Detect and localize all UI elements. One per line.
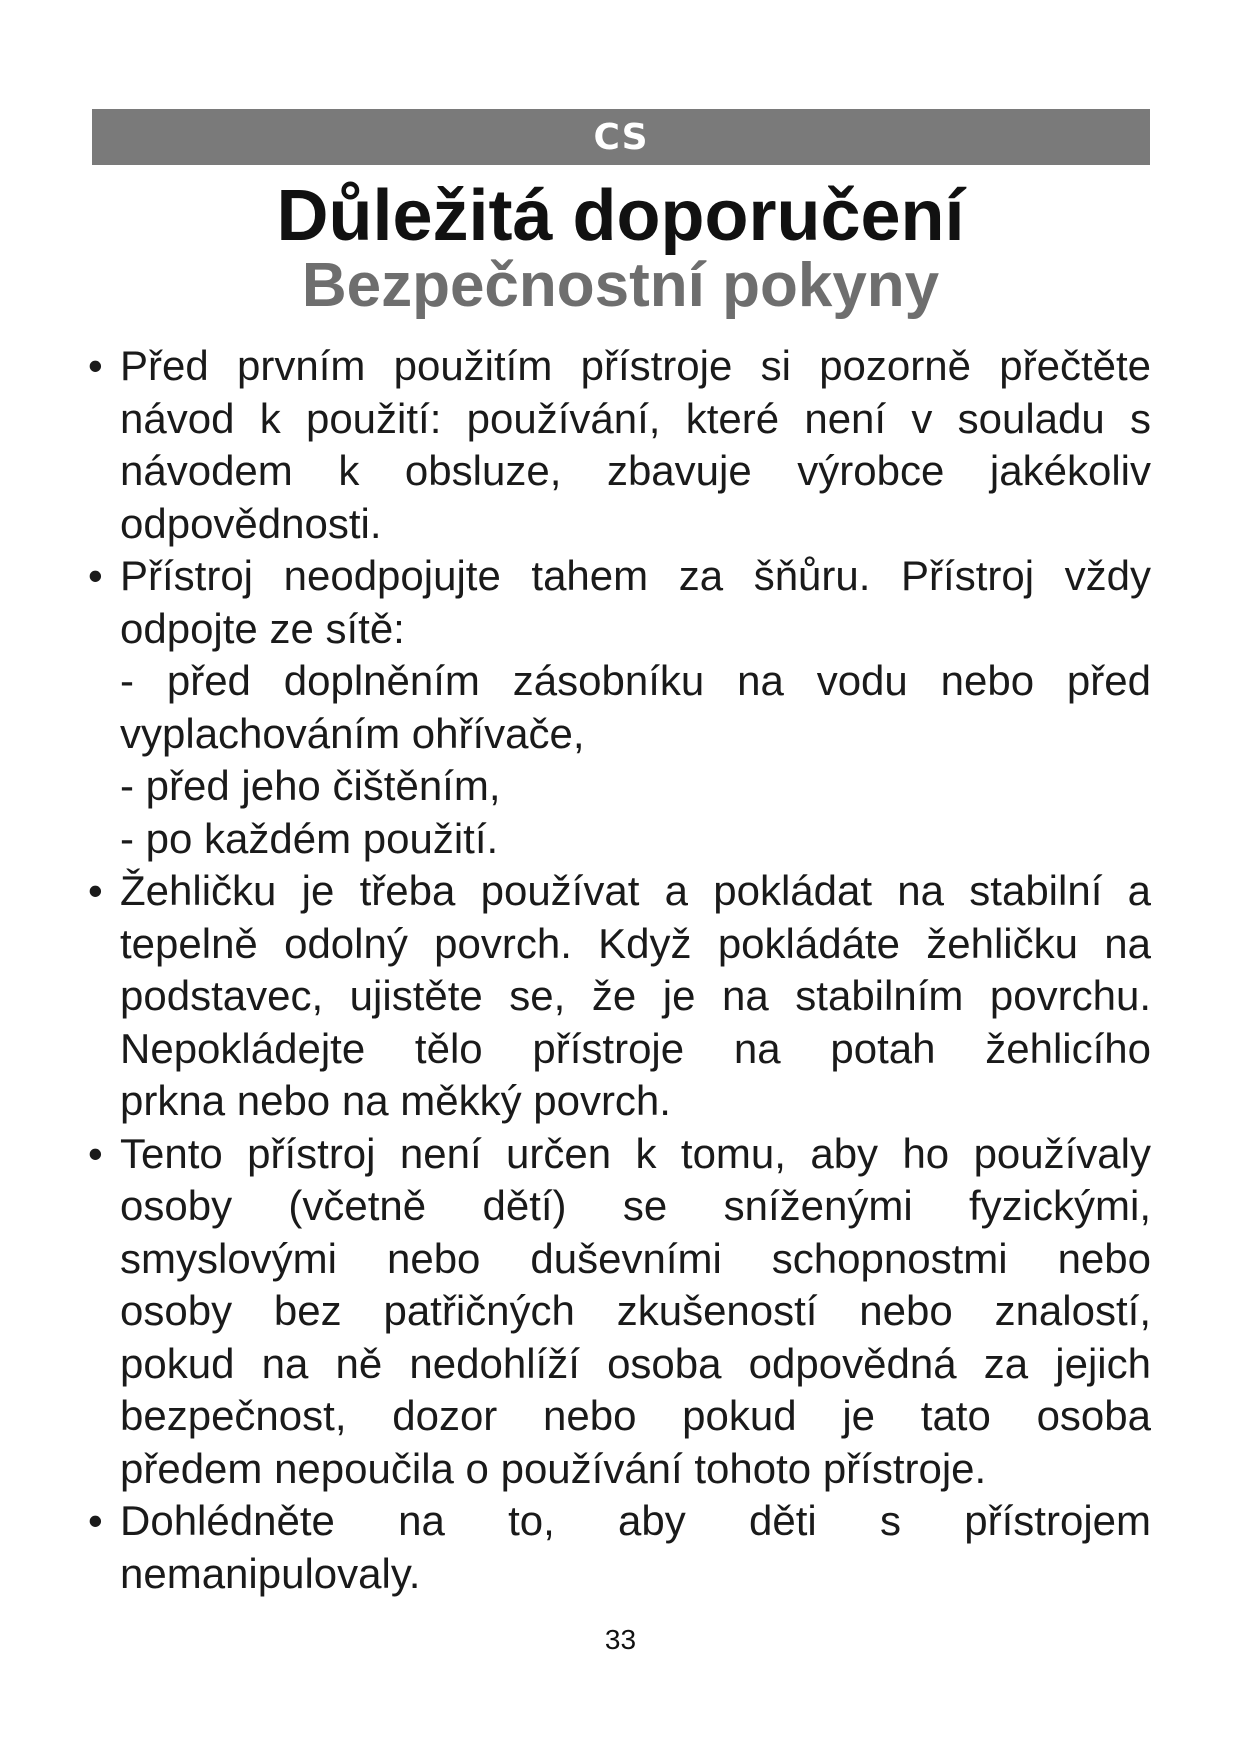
text-line: odpovědnosti. xyxy=(120,499,382,547)
text-line: osoby bez patřičných zkušeností nebo znalostí, xyxy=(120,1287,1151,1334)
page-number: 33 xyxy=(604,1624,637,1655)
text-line: Dohlédněte na to, aby děti s přístrojem xyxy=(120,1497,1151,1544)
safety-instructions-list xyxy=(88,340,1151,1600)
text-line: - před jeho čištěním, xyxy=(120,762,501,809)
text-line: osoby (včetně dětí) se sníženými fyzickými, xyxy=(120,1182,1151,1229)
language-bar xyxy=(92,109,1150,165)
text-line: tepelně odolný povrch. Když pokládáte žehličku na xyxy=(120,919,1151,967)
text-line: Před prvním použitím přístroje si pozorně přečtěte xyxy=(120,342,1151,389)
text-line: smyslovými nebo duševními schopnostmi nebo xyxy=(120,1234,1151,1282)
text-line: bezpečnost, dozor nebo pokud je tato osoba xyxy=(120,1392,1151,1439)
text-line: návod k použití: používání, které není v souladu s xyxy=(120,394,1151,442)
text-line: Žehličku je třeba používat a pokládat na stabilní a xyxy=(120,867,1151,914)
list-item xyxy=(88,1128,1151,1496)
list-item xyxy=(88,340,1151,550)
text-line: vyplachováním ohřívače, xyxy=(120,709,585,757)
text-line: odpojte ze sítě: xyxy=(120,604,405,652)
page-title: Důležitá doporučení xyxy=(276,176,965,256)
bullet-icon: • xyxy=(88,867,103,914)
text-line: předem nepoučila o používání tohoto přístroje. xyxy=(120,1444,987,1492)
text-line: návodem k obsluze, zbavuje výrobce jakékoliv xyxy=(120,447,1151,494)
text-line: prkna nebo na měkký povrch. xyxy=(120,1077,671,1124)
text-line: podstavec, ujistěte se, že je na stabilním povrchu. xyxy=(120,972,1151,1019)
text-line: pokud na ně nedohlíží osoba odpovědná za jejich xyxy=(120,1339,1151,1387)
text-line: - před doplněním zásobníku na vodu nebo před xyxy=(120,657,1151,704)
bullet-icon: • xyxy=(88,1497,103,1544)
bullet-icon: • xyxy=(88,1129,103,1177)
text-line: Nepokládejte tělo přístroje na potah žehlicího xyxy=(120,1024,1151,1072)
text-line: nemanipulovaly. xyxy=(120,1549,421,1597)
list-item xyxy=(88,550,1151,865)
list-item xyxy=(88,1495,1151,1600)
text-line: Tento přístroj není určen k tomu, aby ho používaly xyxy=(120,1129,1151,1177)
page-subtitle: Bezpečnostní pokyny xyxy=(301,251,940,320)
list-item xyxy=(88,865,1151,1128)
text-line: - po každém použití. xyxy=(120,814,499,862)
language-code: CS xyxy=(593,116,649,158)
text-line: Přístroj neodpojujte tahem za šňůru. Přístroj vždy xyxy=(120,552,1151,599)
bullet-icon: • xyxy=(88,552,103,599)
bullet-icon: • xyxy=(88,342,103,389)
